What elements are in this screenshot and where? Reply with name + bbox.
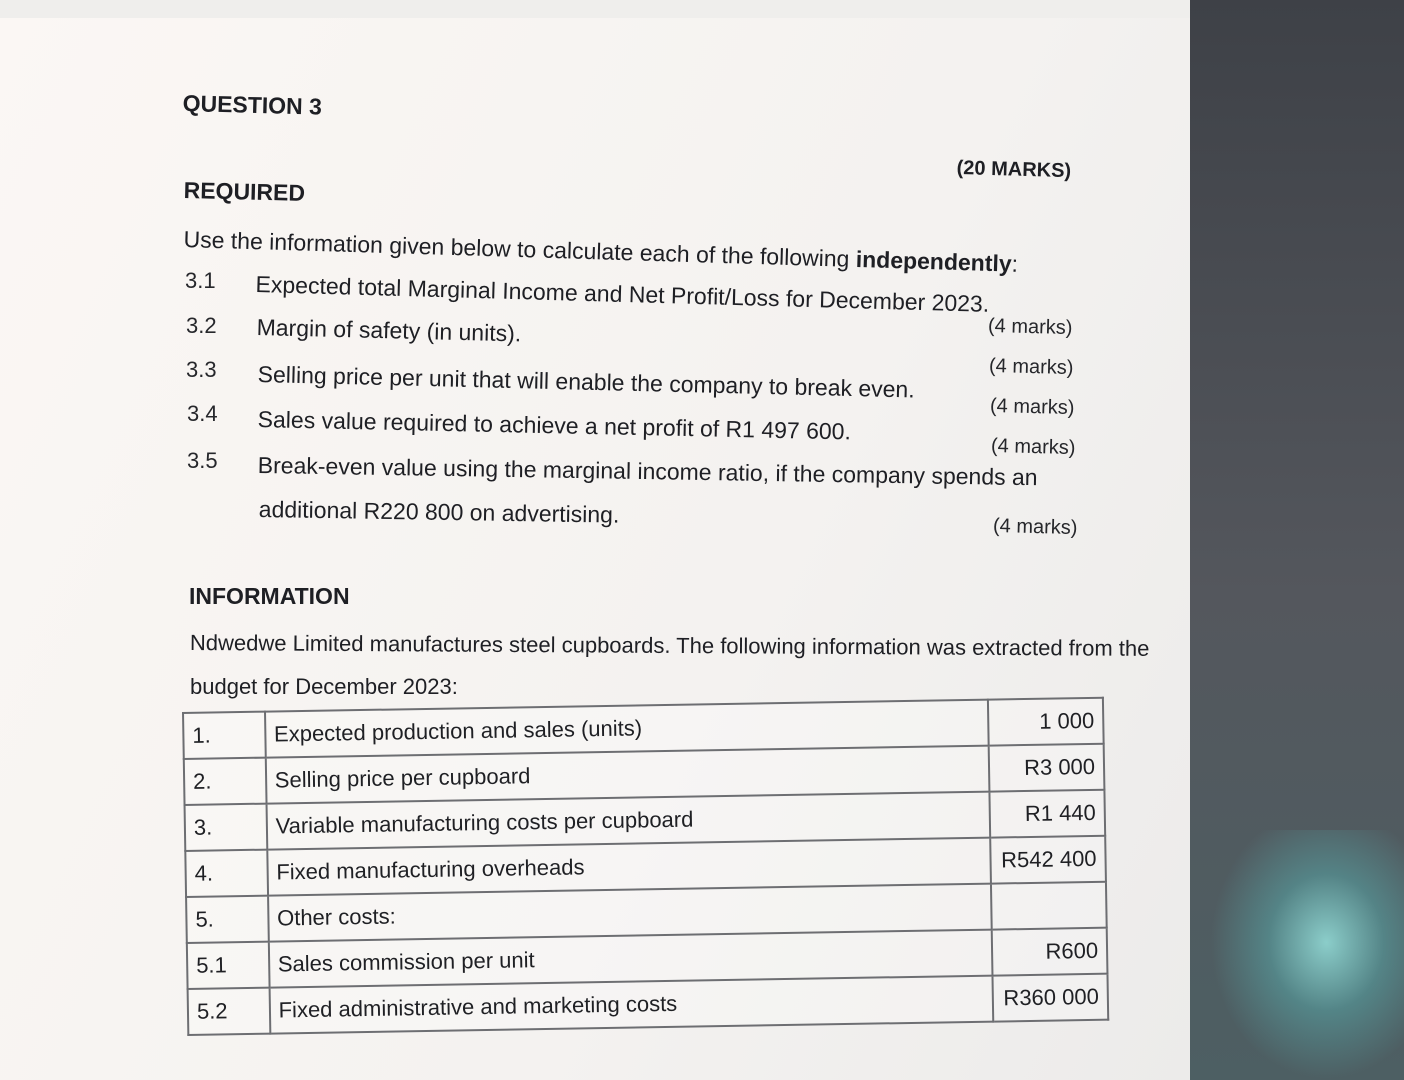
row-description: Expected production and sales (units) [265,700,989,758]
row-number: 5.1 [187,942,269,989]
row-value: R3 000 [988,744,1104,792]
item-text: Sales value required to achieve a net profit of R1 497 600. [257,406,852,445]
row-number: 2. [184,758,266,805]
marks-label: (4 marks) [989,394,1075,420]
instruction-bold: independently [855,245,1013,277]
row-value [991,882,1107,930]
row-number: 4. [185,850,267,897]
row-number: 5. [186,896,268,943]
marks-label: (4 marks) [987,314,1073,340]
instruction-prefix: Use the information given below to calculate each of the following [183,226,857,272]
row-value: R1 440 [989,790,1105,838]
item-text: Selling price per unit that will enable the company to break even. [257,361,915,403]
marks-label: (4 marks) [990,434,1076,460]
item-number: 3.2 [186,313,217,338]
row-number: 1. [183,712,265,759]
row-description: Fixed manufacturing overheads [267,838,991,896]
item-text-line1: Break-even value using the marginal income ratio, if the company spends an [257,452,1038,491]
instruction-suffix: : [1011,250,1019,277]
information-heading: INFORMATION [189,583,350,609]
marks-label: (4 marks) [992,514,1078,540]
item-number: 3.5 [187,448,218,473]
total-marks: (20 MARKS) [956,157,1072,183]
item-text: Expected total Marginal Income and Net Profit/Loss for December 2023. [255,271,990,317]
information-text-line1: Ndwedwe Limited manufactures steel cupboards. The following information was extracted from the [189,630,1150,661]
row-value: 1 000 [987,698,1103,746]
budget-table [182,697,1109,1036]
row-description: Selling price per cupboard [265,746,989,804]
row-description: Other costs: [268,884,992,942]
information-text-line2: budget for December 2023: [190,674,458,699]
question-title: QUESTION 3 [182,90,323,120]
row-value: R360 000 [992,974,1108,1022]
row-description: Variable manufacturing costs per cupboard [266,792,990,850]
item-number: 3.1 [185,268,216,293]
row-number: 3. [185,804,267,851]
required-heading: REQUIRED [183,177,306,206]
item-text-line2: additional R220 800 on advertising. [258,496,620,528]
row-number: 5.2 [188,988,270,1035]
row-description: Fixed administrative and marketing costs [269,976,993,1034]
row-description: Sales commission per unit [268,930,992,988]
background-top-strip [0,0,1190,19]
item-number: 3.3 [186,357,217,382]
item-text: Margin of safety (in units). [256,314,522,347]
row-value: R600 [991,928,1107,976]
row-value: R542 400 [990,836,1106,884]
background-glow [1210,830,1404,1080]
marks-label: (4 marks) [988,354,1074,380]
item-number: 3.4 [187,401,218,426]
